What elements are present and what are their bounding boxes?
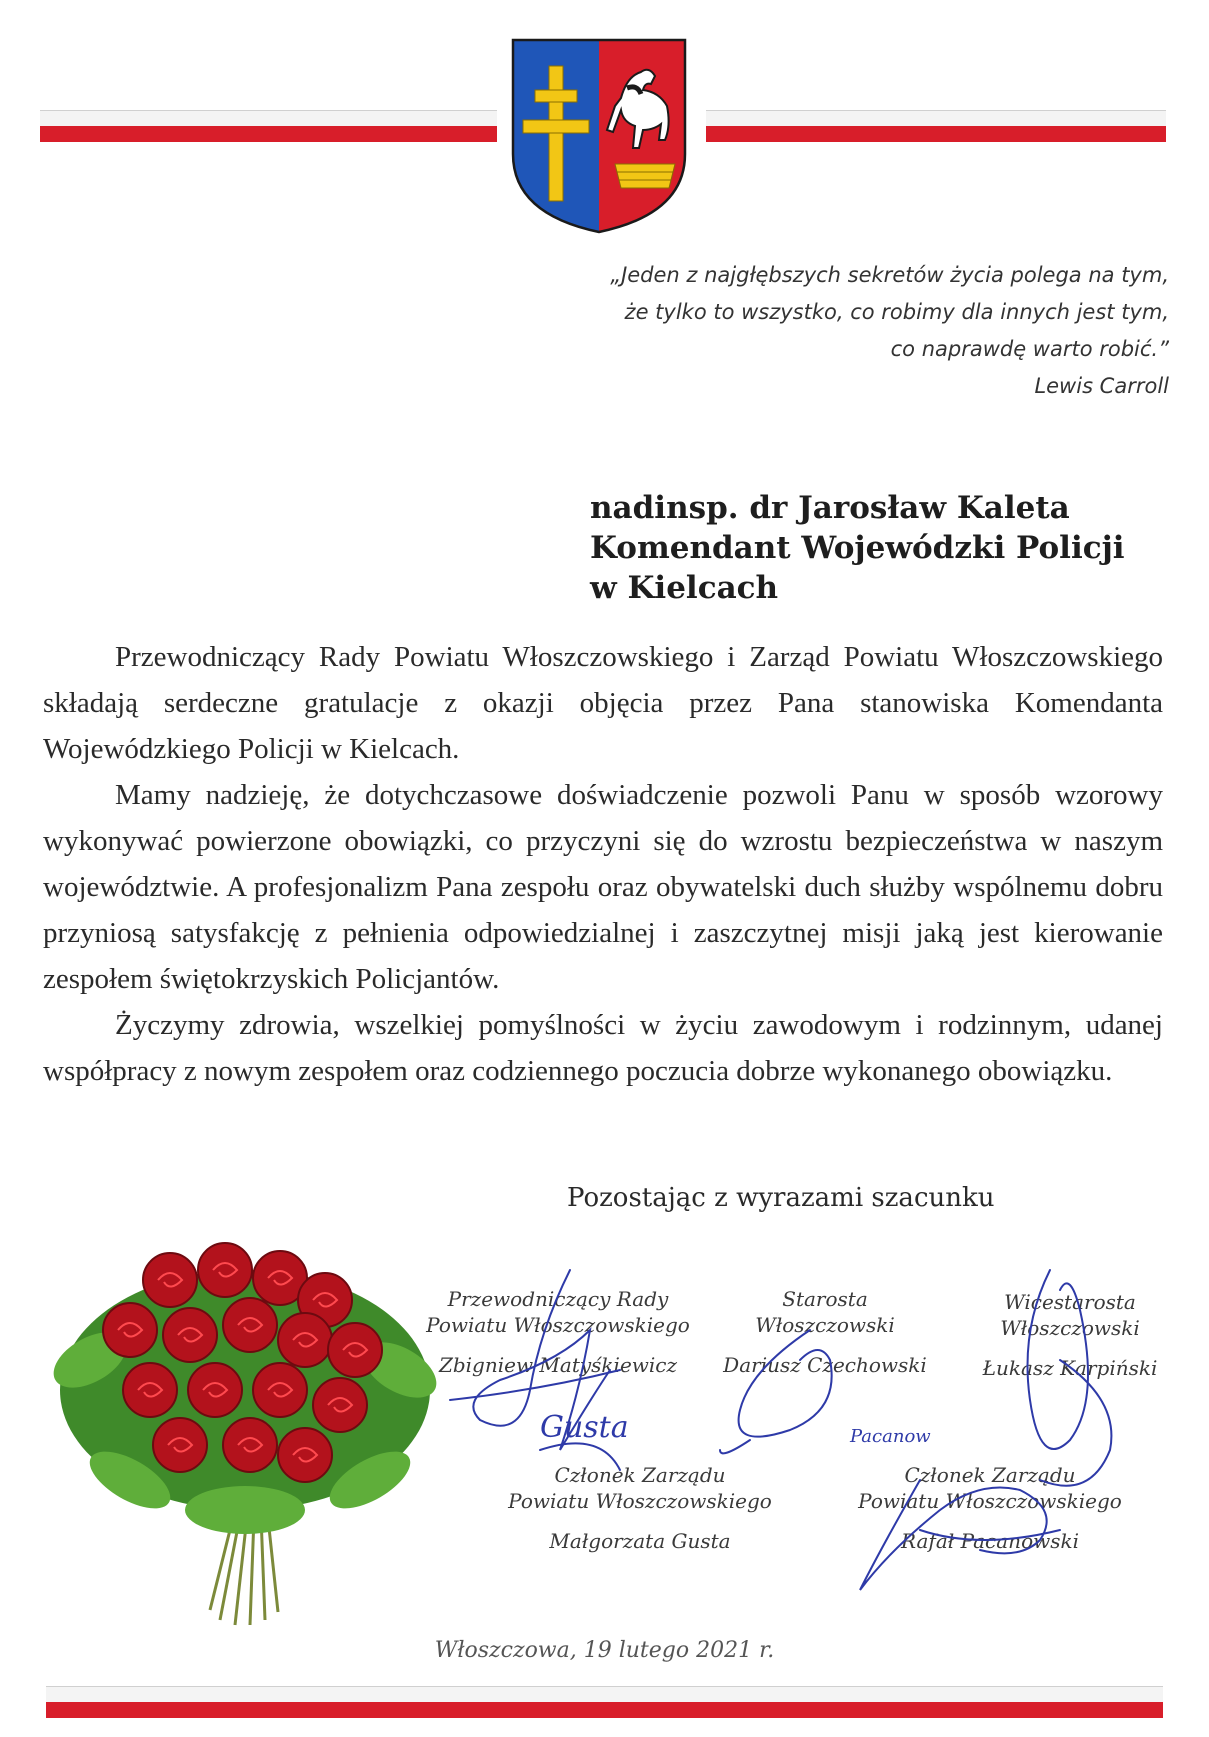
signature-role: Członek Zarządu (554, 1463, 726, 1487)
rose (253, 1363, 307, 1417)
body-paragraph: Mamy nadzieję, że dotychczasowe doświadczenie pozwoli Panu w sposób wzorowy wykonywać powierzone obowiązki, co przyczyni się do wzrostu bezpieczeństwa w naszym województwie. A profesjonalizm Pana zespołu oraz obywatelski duch służby wspólnemu dobru przyniosą satysfakcję z pełnienia odpowiedzialnej i zaszczytnej misji jaką jest kierowanie zespołem świętokrzyskich Policjantów. (43, 779, 1163, 995)
flag-stripe-bottom (46, 1686, 1163, 1718)
epigraph-quote (610, 257, 1169, 405)
body-paragraph: Przewodniczący Rady Powiatu Włoszczowskiego i Zarząd Powiatu Włoszczowskiego składają serdeczne gratulacje z okazji objęcia przez Pana stanowiska Komendanta Wojewódzkiego Policji w Kielcach. (43, 641, 1163, 765)
signature-role: Wicestarosta (1004, 1290, 1136, 1314)
signature-block-board-member-1 (480, 1462, 800, 1554)
signature-role: Powiatu Włoszczowskiego (858, 1489, 1122, 1513)
coat-of-arms-icon (509, 36, 689, 236)
rose (198, 1243, 252, 1297)
addressee-location: w Kielcach (590, 570, 779, 606)
rose (143, 1253, 197, 1307)
rose (103, 1303, 157, 1357)
quote-line: „Jeden z najgłębszych sekretów życia polega na tym, (610, 263, 1169, 287)
flag-stripe-left (40, 110, 497, 142)
signature-role: Starosta (782, 1287, 868, 1311)
rose (313, 1378, 367, 1432)
signature-role: Powiatu Włoszczowskiego (426, 1313, 690, 1337)
signature-role: Powiatu Włoszczowskiego (508, 1489, 772, 1513)
rose (223, 1418, 277, 1472)
signature-role: Przewodniczący Rady (447, 1287, 669, 1311)
signature-block-board-member-2 (840, 1462, 1140, 1554)
addressee-block (590, 488, 1125, 608)
rose (153, 1418, 207, 1472)
signature-role: Włoszczowski (755, 1313, 895, 1337)
signature-mark: Gusta (540, 1410, 629, 1445)
rose (188, 1363, 242, 1417)
quote-line: co naprawdę warto robić.” (890, 337, 1169, 361)
signature-name: Dariusz Czechowski (723, 1353, 927, 1377)
body-paragraph: Życzymy zdrowia, wszelkiej pomyślności w życiu zawodowym i rodzinnym, udanej współpracy z nowym zespołem oraz codziennego poczucia dobrze wykonanego obowiązku. (43, 1009, 1163, 1087)
rose (328, 1323, 382, 1377)
signature-block-vice-starosta (960, 1289, 1180, 1381)
closing-phrase: Pozostając z wyrazami szacunku (567, 1183, 995, 1213)
signature-block-chairman (408, 1286, 708, 1378)
quote-author: Lewis Carroll (1034, 374, 1169, 398)
signature-name: Małgorzata Gusta (549, 1529, 731, 1553)
rose (163, 1308, 217, 1362)
letter-date: Włoszczowa, 19 lutego 2021 r. (434, 1638, 775, 1663)
signature-name: Łukasz Karpiński (982, 1356, 1158, 1380)
addressee-name: nadinsp. dr Jarosław Kaleta (590, 490, 1070, 526)
quote-line: że tylko to wszystko, co robimy dla innych jest tym, (624, 300, 1169, 324)
letter-body (43, 634, 1163, 1094)
signature-name: Rafał Pacanowski (900, 1529, 1080, 1553)
rose-bouquet-image (50, 1240, 440, 1630)
signature-mark: Pacanow (850, 1426, 931, 1447)
rose (123, 1363, 177, 1417)
signature-role: Włoszczowski (1000, 1316, 1140, 1340)
rose (278, 1313, 332, 1367)
addressee-title: Komendant Wojewódzki Policji (590, 530, 1125, 566)
signature-block-starosta (700, 1286, 950, 1378)
rose (278, 1428, 332, 1482)
rose (223, 1298, 277, 1352)
signature-name: Zbigniew Matyśkiewicz (438, 1353, 678, 1377)
signature-role: Członek Zarządu (904, 1463, 1076, 1487)
flag-stripe-right (706, 110, 1166, 142)
